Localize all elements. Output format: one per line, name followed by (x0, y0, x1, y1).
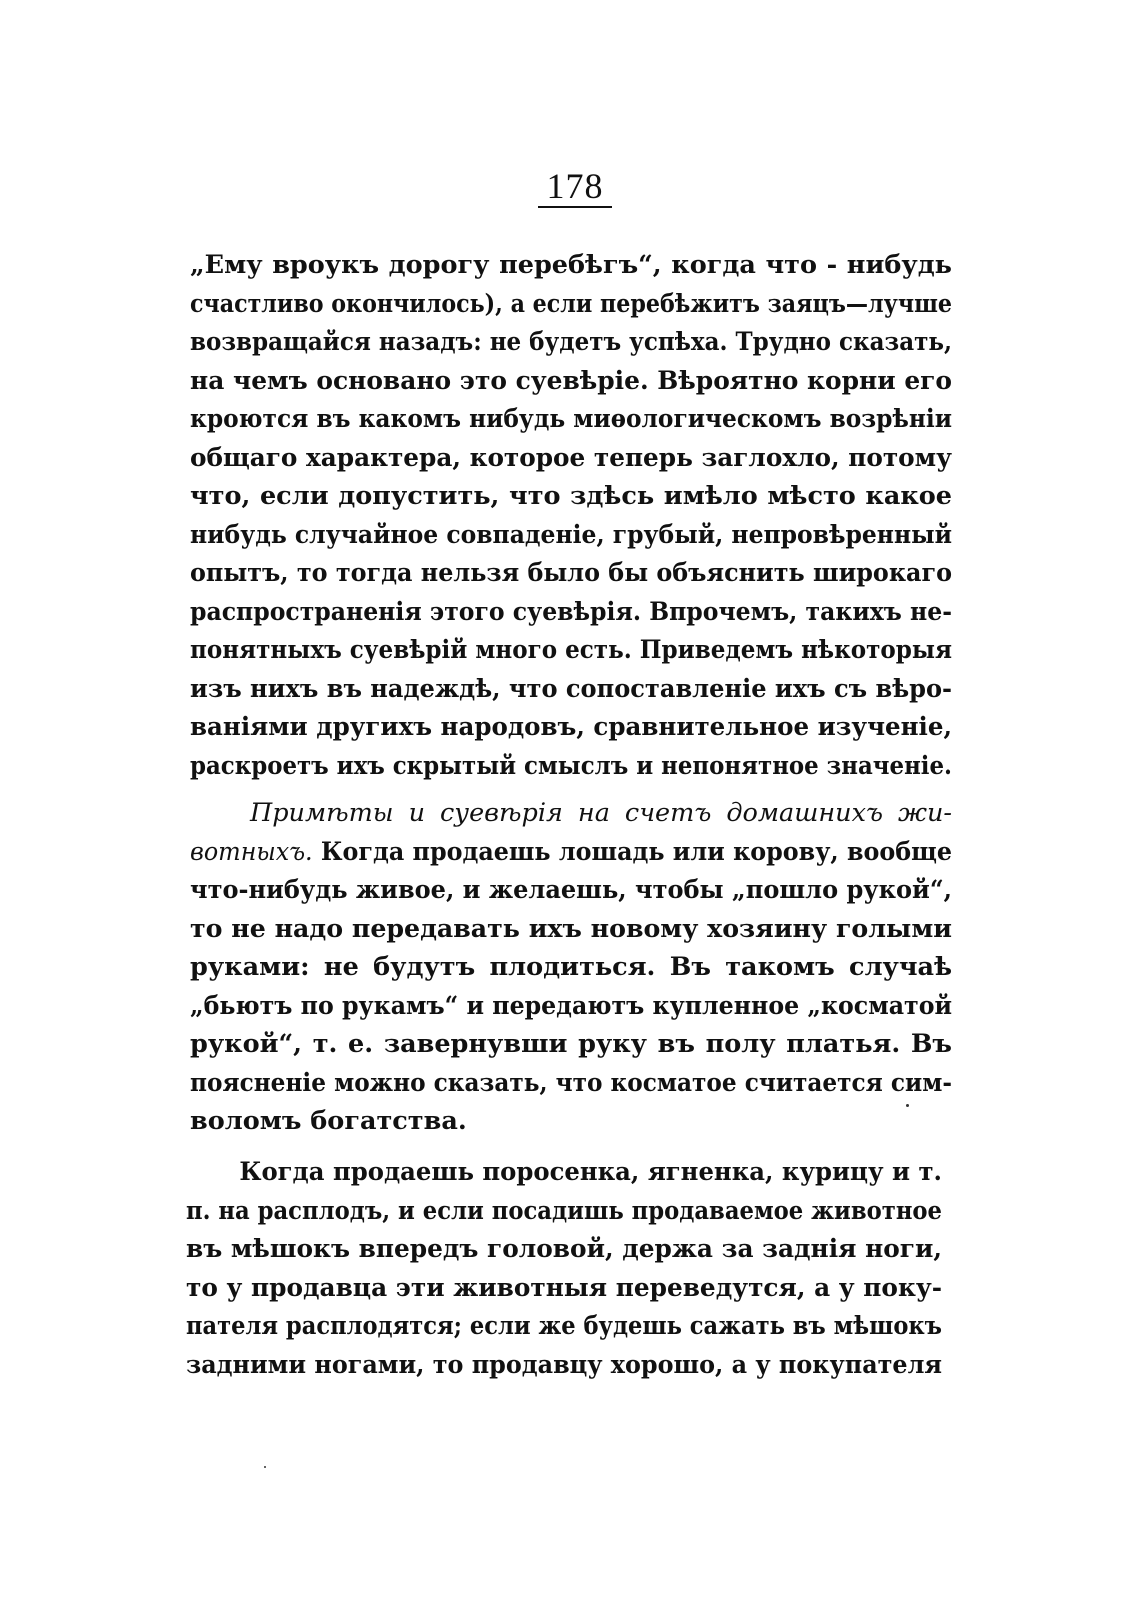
paragraph-1 (190, 246, 952, 785)
text-line: изъ нихъ въ надеждѣ, что сопоставленіе ихъ съ вѣро- (190, 673, 952, 704)
text-line: что-нибудь живое, и желаешь, чтобы „пошло рукой“, (190, 875, 952, 905)
paragraph-2 (190, 794, 952, 1141)
text-line: п. на расплодъ, и если посадишь продаваемое животное (186, 1195, 942, 1226)
text-line (186, 1153, 942, 1192)
text-line: опытъ, то тогда нельзя было бы объяснить широкаго (190, 558, 952, 588)
text-line: понятныхъ суевѣрій много есть. Приведемъ нѣкоторыя (190, 635, 952, 665)
print-speck (906, 1104, 909, 1107)
section-title: Примѣты и суевѣрія на счетъ домашнихъ жи- (250, 798, 952, 828)
text-line: возвращайся назадъ: не будетъ успѣха. Трудно сказать, (190, 327, 952, 357)
text-line: распространенія этого суевѣрія. Впрочемъ, такихъ не- (190, 596, 952, 627)
text-line: „Ему вроукъ дорогу перебѣгъ“, когда что - нибудь (190, 250, 952, 280)
text-run: Когда продаешь лошадь или корову, вообще (312, 836, 952, 867)
text-line: воломъ богатства. (190, 1106, 467, 1136)
text-line: пателя расплодятся; если же будешь сажать въ мѣшокъ (186, 1311, 942, 1341)
text-line (190, 833, 952, 872)
text-line: задними ногами, то продавцу хорошо, а у покупателя (186, 1349, 942, 1380)
page-number: 178 (546, 166, 604, 206)
text-line: поясненіе можно сказать, что косматое считается сим- (190, 1067, 952, 1098)
text-line: руками: не будутъ плодиться. Въ такомъ случаѣ (190, 952, 952, 982)
text-line: „бьютъ по рукамъ“ и передаютъ купленное „косматой (190, 990, 952, 1021)
text-line: въ мѣшокъ впередъ головой, держа за заднія ноги, (186, 1234, 942, 1264)
section-title-line (190, 794, 952, 833)
text-run: Когда продаешь поросенка, ягненка, курицу и т. (239, 1157, 943, 1187)
text-line: нибудь случайное совпаденіе, грубый, непровѣренный (190, 519, 952, 550)
text-line: что, если допустить, что здѣсь имѣло мѣсто какое (190, 481, 952, 511)
text-line: общаго характера, которое теперь заглохло, потому (190, 442, 952, 473)
text-line: рукой“, т. е. завернувши руку въ полу платья. Въ (190, 1029, 952, 1059)
page-number-rule (538, 206, 612, 208)
text-line: кроются въ какомъ нибудь миѳологическомъ возрѣніи (190, 404, 952, 434)
text-line: раскроетъ ихъ скрытый смыслъ и непонятное значеніе. (190, 750, 952, 781)
text-line: ваніями другихъ народовъ, сравнительное изученіе, (190, 712, 952, 742)
text-line: на чемъ основано это суевѣріе. Вѣроятно корни его (190, 365, 952, 396)
text-line: то не надо передавать ихъ новому хозяину голыми (190, 913, 952, 944)
print-speck (264, 1466, 266, 1468)
text-line: то у продавца эти животныя переведутся, а у поку- (186, 1272, 942, 1303)
paragraph-3 (186, 1153, 942, 1384)
text-line: счастливо окончилось), а если перебѣжитъ заяцъ—лучше (190, 288, 952, 319)
section-title-end: вотныхъ. (190, 836, 313, 867)
